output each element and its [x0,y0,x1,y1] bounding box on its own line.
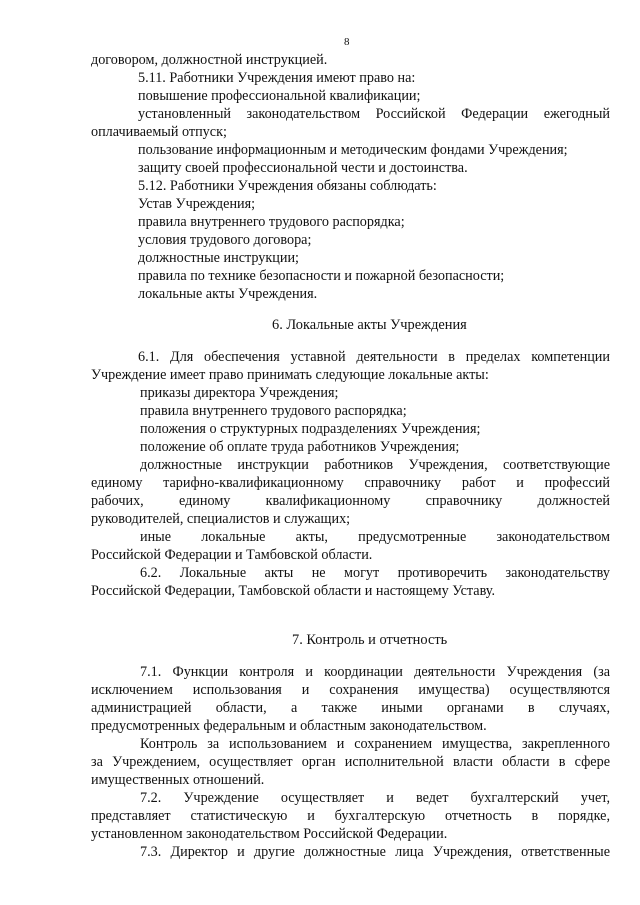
page-number: 8 [344,36,350,48]
list-item: условия трудового договора; [138,232,312,248]
paragraph-line: оплачиваемый отпуск; [91,124,227,140]
paragraph-line: Российской Федерации, Тамбовской области и настоящему Уставу. [91,583,496,599]
section-7-heading: 7. Контроль и отчетность [292,632,448,648]
list-item: должностные инструкции работников Учреждения, соответствующие [140,457,610,473]
paragraph-line: Контроль за использованием и сохранением имущества, закрепленного [140,736,610,752]
clause-5-11: 5.11. Работники Учреждения имеют право на: [138,70,416,86]
clause-7-2: 7.2. Учреждение осуществляет и ведет бухгалтерский учет, [140,790,610,806]
clause-6-1: 6.1. Для обеспечения уставной деятельности в пределах компетенции [138,349,610,365]
paragraph-line: исключением использования и сохранения имущества) осуществляются [91,682,610,698]
list-item: приказы директора Учреждения; [140,385,339,401]
paragraph-line: установленном законодательством Российской Федерации. [91,826,448,842]
paragraph-line: администрацией области, а также иными органами в случаях, [91,700,610,716]
paragraph-line: Российской Федерации и Тамбовской области. [91,547,373,563]
list-item: правила по технике безопасности и пожарной безопасности; [138,268,505,284]
list-item: Устав Учреждения; [138,196,256,212]
paragraph-line: рабочих, единому квалификационному справочнику должностей [91,493,610,509]
list-item: повышение профессиональной квалификации; [138,88,421,104]
list-item: положения о структурных подразделениях Учреждения; [140,421,481,437]
paragraph-line: руководителей, специалистов и служащих; [91,511,351,527]
paragraph-line: предусмотренных федеральным и областным законодательством. [91,718,487,734]
list-item: правила внутреннего трудового распорядка; [140,403,407,419]
clause-5-12: 5.12. Работники Учреждения обязаны соблюдать: [138,178,437,194]
list-item: локальные акты Учреждения. [138,286,318,302]
paragraph-line: представляет статистическую и бухгалтерскую отчетность в порядке, [91,808,610,824]
clause-7-3: 7.3. Директор и другие должностные лица Учреждения, ответственные [140,844,610,860]
list-item: должностные инструкции; [138,250,299,266]
paragraph-line: единому тарифно-квалификационному справочнику работ и профессий [91,475,610,491]
paragraph-line: за Учреждением, осуществляет орган исполнительной власти области в сфере [91,754,610,770]
list-item: положение об оплате труда работников Учреждения; [140,439,460,455]
paragraph-line: договором, должностной инструкцией. [91,52,328,68]
list-item: иные локальные акты, предусмотренные законодательством [140,529,610,545]
list-item: установленный законодательством Российской Федерации ежегодный [138,106,610,122]
list-item: правила внутреннего трудового распорядка; [138,214,405,230]
section-6-heading: 6. Локальные акты Учреждения [272,317,467,333]
paragraph-line: Учреждение имеет право принимать следующие локальные акты: [91,367,489,383]
list-item: защиту своей профессиональной чести и достоинства. [138,160,468,176]
list-item: пользование информационным и методическим фондами Учреждения; [138,142,568,158]
clause-7-1: 7.1. Функции контроля и координации деятельности Учреждения (за [140,664,610,680]
clause-6-2: 6.2. Локальные акты не могут противоречить законодательству [140,565,610,581]
paragraph-line: имущественных отношений. [91,772,265,788]
